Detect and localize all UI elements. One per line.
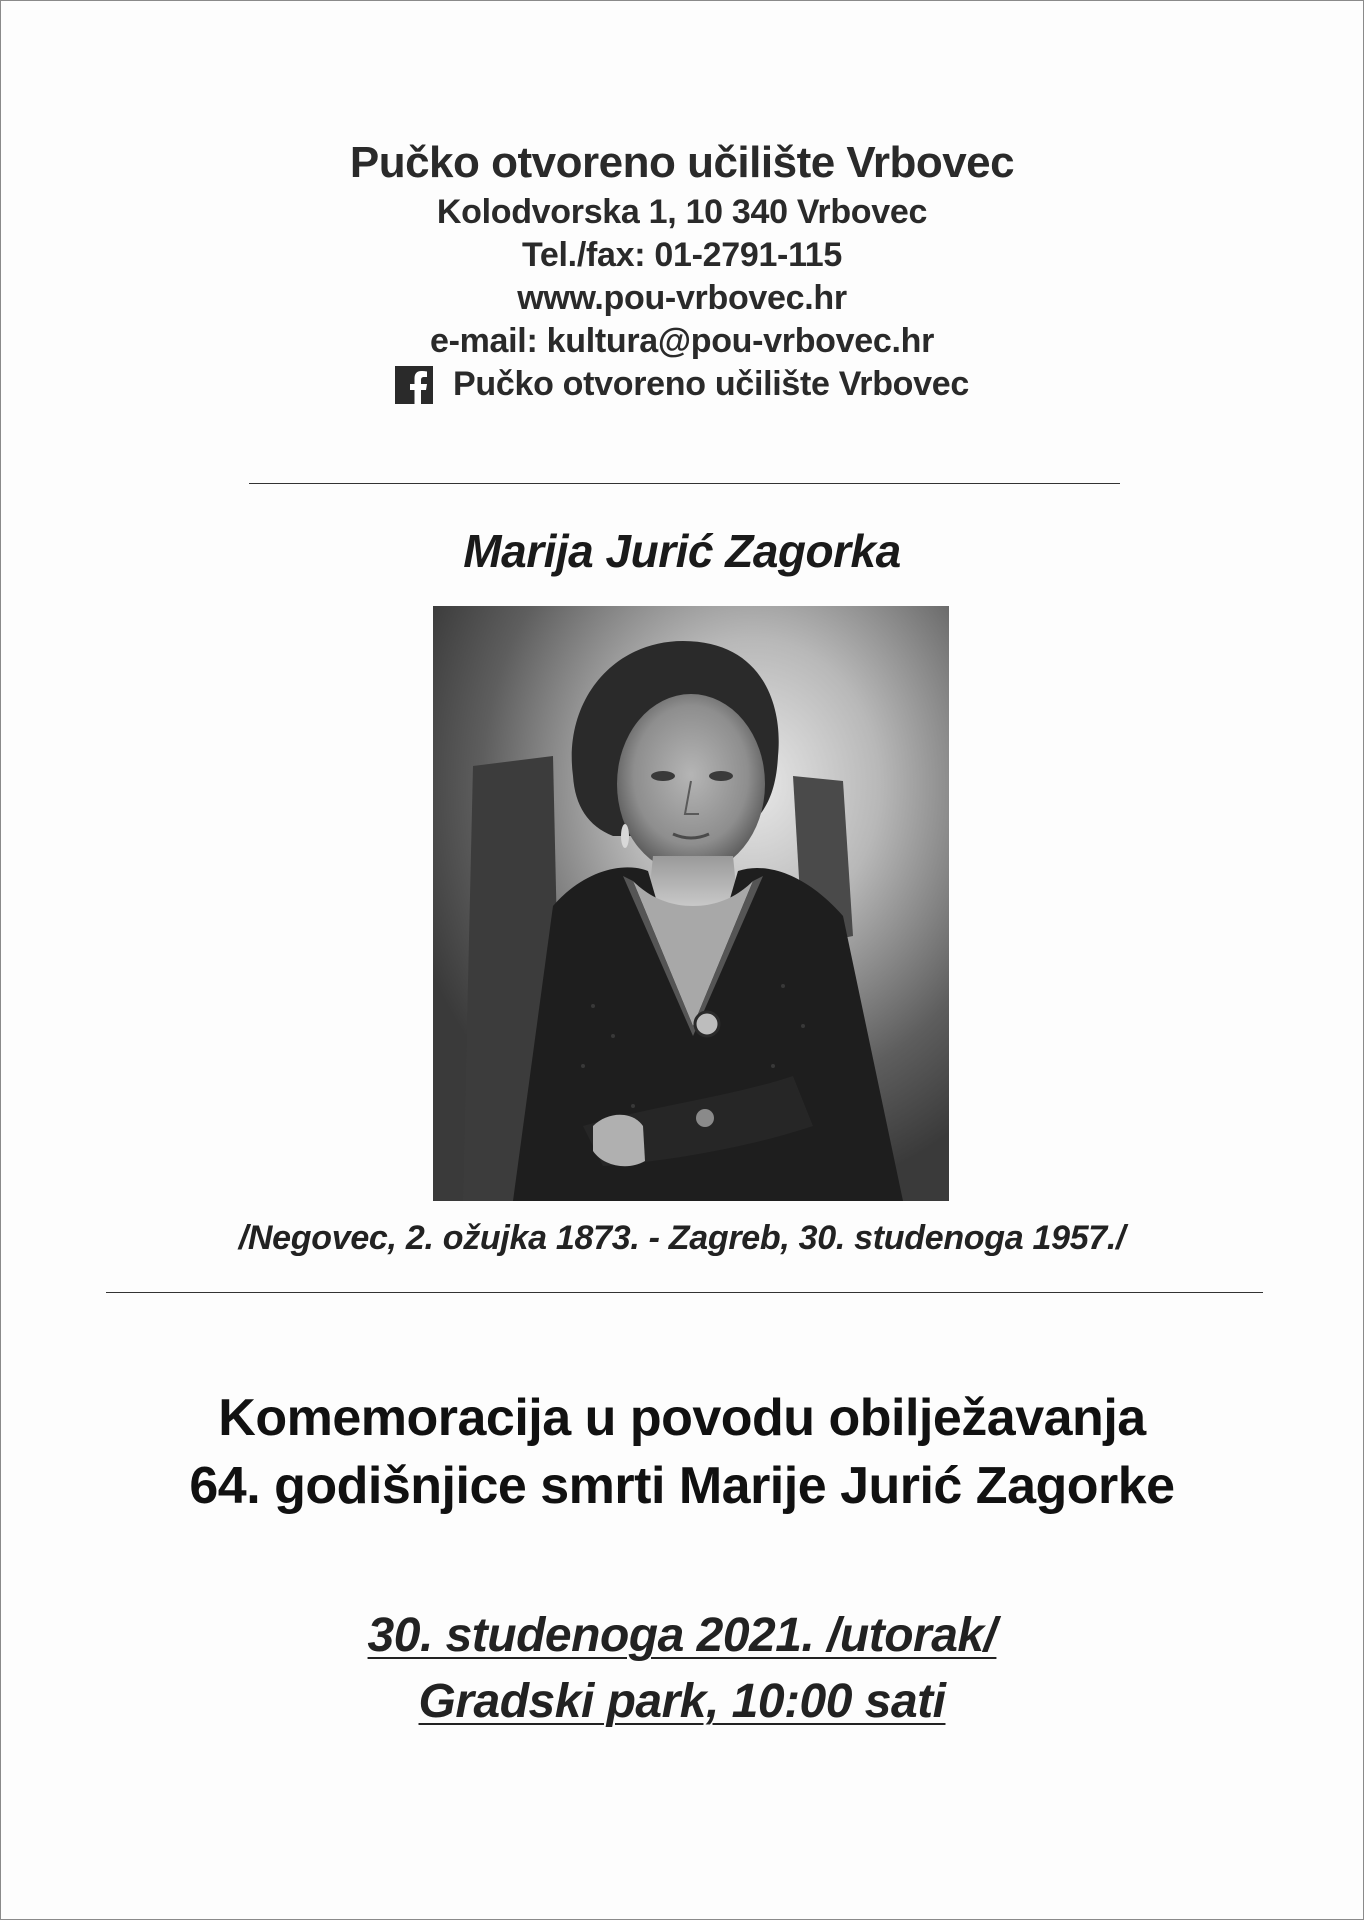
facebook-link[interactable] [395,363,969,406]
org-website[interactable]: www.pou-vrbovec.hr [517,279,847,317]
event-title-line-1: Komemoracija u povodu obilježavanja [218,1389,1146,1447]
subject-name: Marija Jurić Zagorka [463,525,901,577]
event-title-line-2: 64. godišnjice smrti Marije Jurić Zagorke [189,1457,1175,1515]
facebook-icon [395,366,433,404]
divider-middle [106,1292,1263,1293]
divider-top [249,483,1120,484]
org-email[interactable]: e-mail: kultura@pou-vrbovec.hr [429,322,935,360]
organization-header [1,135,1363,415]
event-details [1,1603,1363,1735]
life-dates: /Negovec, 2. ožujka 1873. - Zagreb, 30. studenoga 1957./ [238,1219,1126,1257]
facebook-label: Pučko otvoreno učilište Vrbovec [453,365,969,403]
org-name: Pučko otvoreno učilište Vrbovec [349,138,1015,187]
event-place: Gradski park, 10:00 sati [418,1675,946,1728]
event-title [1,1384,1363,1520]
event-date: 30. studenoga 2021. /utorak/ [367,1609,997,1662]
org-phone: Tel./fax: 01-2791-115 [521,236,843,274]
org-address: Kolodvorska 1, 10 340 Vrbovec [436,193,928,231]
portrait-photo [433,606,949,1201]
